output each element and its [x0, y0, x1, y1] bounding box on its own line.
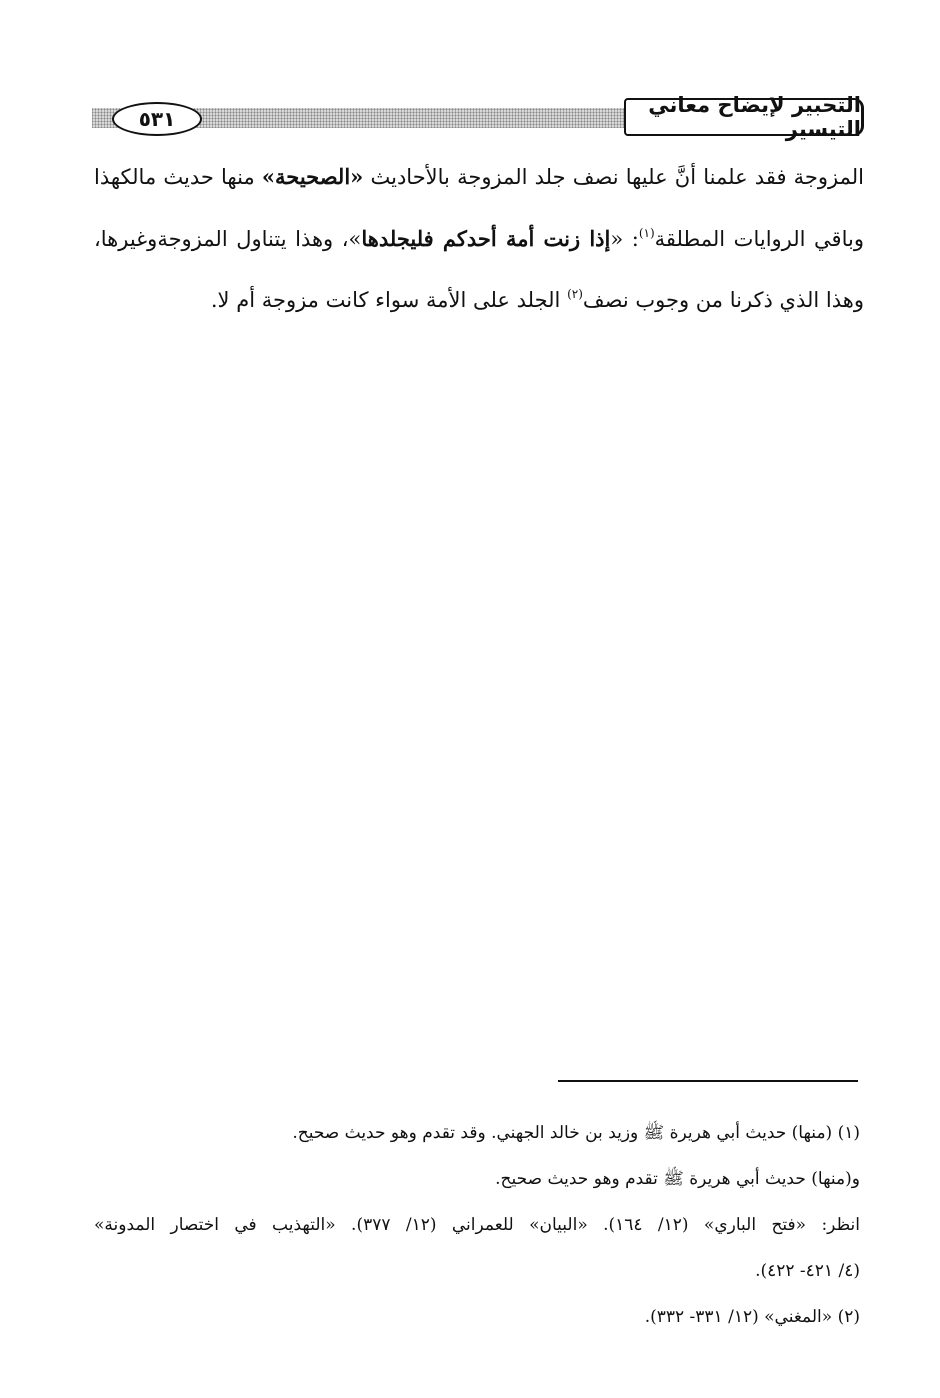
footnotes-section — [94, 1110, 860, 1340]
text-run: الجلد على الأمة سواء كانت مزوجة أم لا. — [210, 288, 568, 312]
footnote-reference-2: (٢) — [567, 287, 583, 301]
footnote-line: (١) (منها) حديث أبي هريرة ﷺ وزيد بن خالد الجهني. وقد تقدم وهو حديث صحيح. — [292, 1123, 860, 1143]
text-run: »، وهذا يتناول المزوجة — [157, 227, 362, 251]
text-run: : « — [610, 227, 639, 251]
footnote-line: (٤/ ٤٢١- ٤٢٢). — [755, 1261, 860, 1281]
footnote-line: و(منها) حديث أبي هريرة ﷺ تقدم وهو حديث صحيح. — [495, 1169, 860, 1189]
footnote-separator — [558, 1080, 858, 1082]
text-run: منها حديث مالك — [120, 165, 262, 189]
footnote-line: (٢) «المغني» (١٢/ ٣٣١- ٣٣٢). — [644, 1307, 860, 1327]
text-paragraph — [94, 146, 864, 331]
text-run: هذا وباقي الروايات المطلقة — [94, 165, 864, 251]
book-title: التحبير لإيضاح معاني التيسير — [624, 98, 864, 136]
text-run: المزوجة فقد علمنا أنَّ عليها نصف جلد المزوجة بالأحاديث — [363, 165, 865, 189]
text-run: وغيرها، وهذا الذي ذكرنا من وجوب نصف — [94, 227, 864, 312]
footnote-line: انظر: «فتح الباري» (١٢/ ١٦٤). «البيان» للعمراني (١٢/ ٣٧٧). «التهذيب في اختصار المدونة» — [94, 1215, 860, 1235]
page-number: ٥٣١ — [112, 102, 202, 136]
page-header — [92, 93, 864, 142]
main-text — [94, 146, 864, 331]
emphasis-sahih: «الصحيحة» — [261, 164, 364, 189]
footnote-reference-1: (١) — [638, 226, 655, 240]
hadith-quote: إذا زنت أمة أحدكم فليجلدها — [361, 226, 611, 251]
